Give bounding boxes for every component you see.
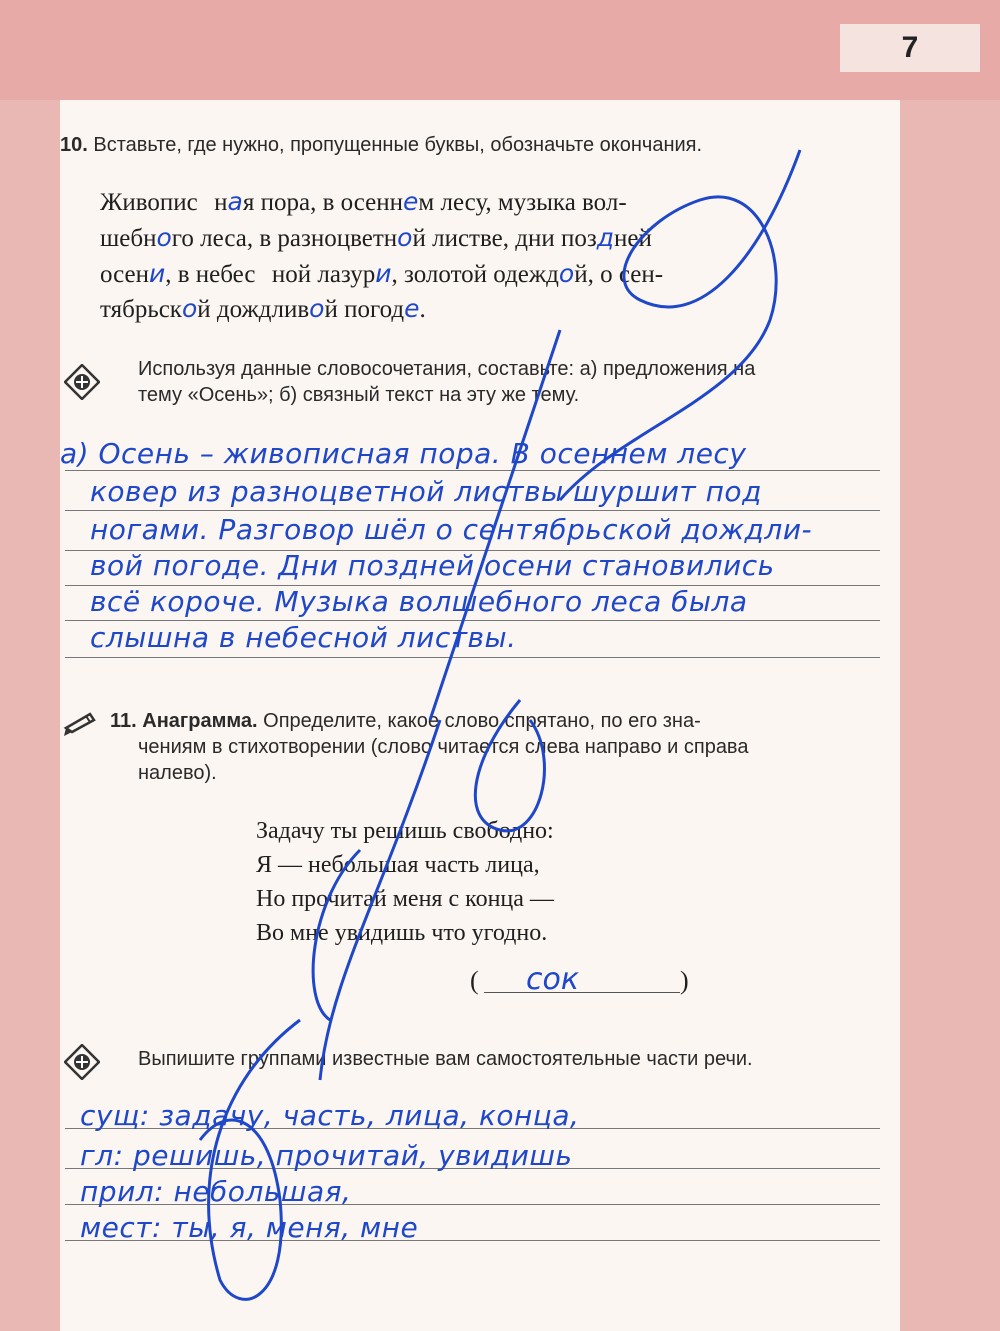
handwritten-answer-line: мест: ты, я, меня, мне xyxy=(80,1211,419,1244)
handwritten-answer-line: прил: небольшая, xyxy=(80,1175,352,1208)
exercise-line-4 xyxy=(100,293,880,326)
task-11-instruction xyxy=(110,708,885,786)
page-number: 7 xyxy=(840,24,980,72)
poem-line: Во мне увидишь что угодно. xyxy=(256,920,548,946)
task-number: 10. xyxy=(60,134,88,156)
plus-task-2-instruction: Выпишите группами известные вам самостоятельные части речи. xyxy=(138,1048,753,1070)
instruction-line: тему «Осень»; б) связный текст на эту же тему. xyxy=(138,384,580,406)
handwritten-answer-line: гл: решишь, прочитай, увидишь xyxy=(80,1139,573,1172)
writing-rule xyxy=(65,470,880,471)
plus-task-1-instruction xyxy=(138,356,883,408)
text-part: й дождлив xyxy=(197,296,310,323)
text-part: тябрьск xyxy=(100,296,182,323)
answer-close-paren: ) xyxy=(680,966,689,995)
text-part: го леса, в разноцветн xyxy=(171,225,398,252)
filled-letter: и xyxy=(149,259,166,288)
poem-line: Задачу ты решишь свободно: xyxy=(256,818,554,844)
text-part: м лесу, музыка вол- xyxy=(418,189,627,216)
filled-letter: о xyxy=(309,294,325,323)
task-10-instruction xyxy=(60,132,900,158)
text-part: н xyxy=(214,189,228,216)
writing-rule xyxy=(65,510,880,511)
task-text: Вставьте, где нужно, пропущенные буквы, обозначьте окончания. xyxy=(93,134,703,156)
instruction-line: налево). xyxy=(138,762,217,784)
exercise-line-2 xyxy=(100,222,880,255)
handwritten-answer-line: ковер из разноцветной листвы шуршит под xyxy=(90,475,762,508)
text-part: й, о сен- xyxy=(574,261,664,288)
text-part: осен xyxy=(100,261,149,288)
text-part: я пора, в осенн xyxy=(242,189,404,216)
handwritten-answer-line: ногами. Разговор шёл о сентябрьской дождли- xyxy=(90,513,813,546)
task-number: 11. xyxy=(110,710,137,732)
task-title: Анаграмма. xyxy=(142,710,258,732)
text-part: ной лазур xyxy=(271,261,376,288)
filled-letter: и xyxy=(375,259,392,288)
filled-letter: е xyxy=(403,187,419,216)
text-part: . xyxy=(419,296,426,323)
handwritten-answer-line: а) Осень – живописная пора. В осеннем лесу xyxy=(60,437,747,470)
filled-letter: е xyxy=(404,294,420,323)
answer-open-paren: ( xyxy=(470,966,479,995)
text-part: й листве, дни поз xyxy=(412,225,597,252)
instruction-line: Определите, какое слово спрятано, по его зна- xyxy=(263,710,701,732)
plus-diamond-icon xyxy=(64,364,100,400)
text-part: шебн xyxy=(100,225,157,252)
text-part: , в небес xyxy=(165,261,256,288)
filled-letter: о xyxy=(156,223,172,252)
filled-letter: о xyxy=(181,294,198,323)
writing-rule xyxy=(65,657,880,658)
handwritten-answer-line: вой погоде. Дни поздней осени становились xyxy=(90,549,775,582)
filled-letter: о xyxy=(558,259,575,288)
filled-letter: д xyxy=(596,223,615,252)
handwritten-answer-line: слышна в небесной листвы. xyxy=(90,621,517,654)
answer-rule xyxy=(484,992,680,993)
handwritten-answer-line: всё короче. Музыка волшебного леса была xyxy=(90,585,748,618)
text-part: ней xyxy=(614,225,652,252)
instruction-line: чениям в стихотворении (слово читается слева направо и справа xyxy=(138,736,749,758)
exercise-line-1 xyxy=(100,186,880,219)
text-part: , золотой одежд xyxy=(391,261,559,288)
poem-line: Но прочитай меня с конца — xyxy=(256,886,554,912)
text-part: й погод xyxy=(324,296,405,323)
filled-letter: о xyxy=(397,223,413,252)
text-part: Живопис xyxy=(100,189,198,216)
pencil-icon xyxy=(62,704,98,740)
poem-line: Я — небольшая часть лица, xyxy=(256,852,540,878)
filled-letter: а xyxy=(227,187,243,216)
anagram-answer: сок xyxy=(526,962,579,997)
handwritten-answer-line: сущ: задачу, часть, лица, конца, xyxy=(80,1099,580,1132)
exercise-line-3 xyxy=(100,258,880,291)
plus-diamond-icon xyxy=(64,1044,100,1080)
instruction-line: Используя данные словосочетания, составьте: а) предложения на xyxy=(138,358,756,380)
